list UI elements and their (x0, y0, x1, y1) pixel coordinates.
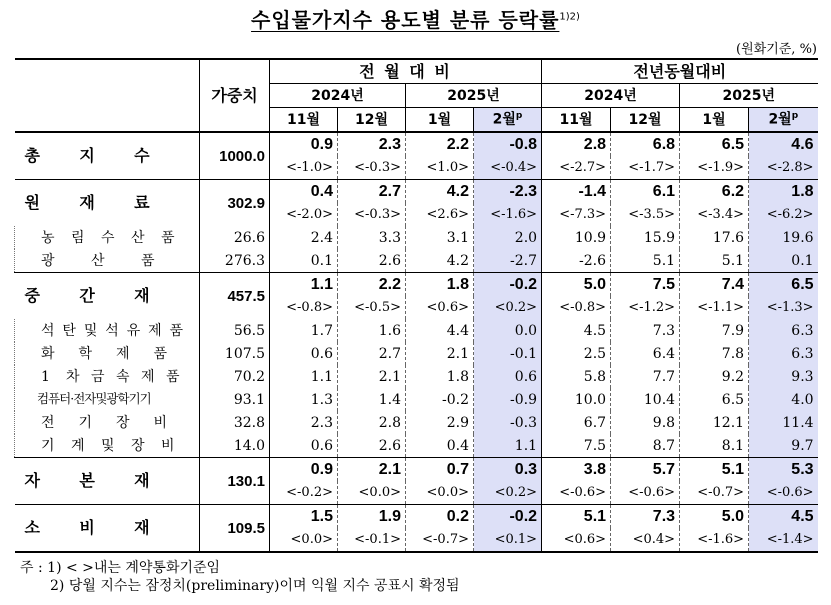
header-month (338, 108, 406, 133)
contract-currency-cell: <-2.7> (542, 156, 611, 180)
value-cell: 17.6 (680, 226, 749, 249)
contract-currency-cell: <-2.0> (270, 203, 338, 226)
value-cell: 8.1 (680, 434, 749, 458)
header-mom-2025: 2025년 (406, 84, 542, 108)
row-label-char: 제 (141, 368, 155, 385)
contract-currency-cell: <-3.4> (680, 203, 749, 226)
value-cell: 1.4 (338, 388, 406, 411)
row-label-char: 계 (71, 437, 85, 454)
weight-cell: 56.5 (200, 319, 270, 342)
row-label-char: 비 (79, 518, 95, 537)
value-cell: 1.1 (270, 273, 338, 297)
subcategory-name (15, 434, 200, 458)
category-name (15, 505, 200, 553)
prelim-mark: p (515, 111, 523, 122)
row-label-char: 장 (116, 414, 130, 431)
contract-currency-cell: <-0.1> (338, 528, 406, 552)
value-cell: 0.7 (406, 458, 474, 482)
value-cell: 6.2 (680, 180, 749, 204)
value-cell: 0.9 (270, 132, 338, 156)
header-month (680, 108, 749, 133)
value-cell: 11.4 (749, 411, 818, 434)
value-cell: 5.0 (542, 273, 611, 297)
value-cell: 2.3 (270, 411, 338, 434)
contract-currency-cell: <-3.5> (611, 203, 680, 226)
value-cell: 5.0 (680, 505, 749, 529)
value-cell: 6.7 (542, 411, 611, 434)
value-cell: 0.3 (474, 458, 542, 482)
row-label-char: 간 (79, 286, 95, 305)
row-label-char: 품 (169, 322, 184, 339)
row-label-char: 품 (141, 252, 155, 269)
value-cell: 2.3 (338, 132, 406, 156)
value-cell: -0.8 (474, 132, 542, 156)
value-cell: 2.7 (338, 342, 406, 365)
header-month (270, 108, 338, 133)
subcategory-name (15, 342, 200, 365)
notes-prefix: 주 : (20, 560, 43, 576)
value-cell: -2.7 (474, 249, 542, 273)
value-cell: 5.1 (542, 505, 611, 529)
header-month-label: 2월 (492, 111, 516, 128)
value-cell: 5.8 (542, 365, 611, 388)
value-cell: 8.7 (611, 434, 680, 458)
value-cell: 9.8 (611, 411, 680, 434)
subcategory-name (15, 226, 200, 249)
row-label-char: 제 (116, 345, 130, 362)
value-cell: 5.1 (611, 249, 680, 273)
contract-currency-cell: <0.2> (474, 481, 542, 505)
value-cell: 2.1 (338, 365, 406, 388)
value-cell: 6.3 (749, 319, 818, 342)
value-cell: 3.8 (542, 458, 611, 482)
row-label-char: 재 (134, 286, 150, 305)
weight-cell: 93.1 (200, 388, 270, 411)
category-name (15, 273, 200, 320)
row-label-char: 및 (101, 437, 115, 454)
value-cell: 0.1 (270, 249, 338, 273)
contract-currency-cell: <-0.8> (542, 296, 611, 319)
value-cell: 6.8 (611, 132, 680, 156)
value-cell: 1.8 (406, 365, 474, 388)
subcategory-name (15, 388, 200, 411)
value-cell: 2.6 (338, 434, 406, 458)
row-label-char: 비 (153, 414, 168, 431)
row-label-char: 지 (79, 146, 95, 165)
value-cell: 0.2 (406, 505, 474, 529)
contract-currency-cell: <-0.6> (749, 481, 818, 505)
header-yoy-2024: 2024년 (542, 84, 680, 108)
value-cell: 2.9 (406, 411, 474, 434)
row-label-char: 금 (91, 368, 105, 385)
value-cell: 3.1 (406, 226, 474, 249)
unit-label: (원화기준, %) (736, 42, 817, 57)
value-cell: 2.6 (338, 249, 406, 273)
value-cell: 19.6 (749, 226, 818, 249)
header-weight: 가중치 (200, 59, 270, 132)
row-label-char: 품 (153, 345, 168, 362)
category-name (15, 132, 200, 180)
header-month-label: 11월 (559, 111, 593, 128)
row-label-char: 재 (134, 518, 150, 537)
value-cell: 10.9 (542, 226, 611, 249)
contract-currency-cell: <2.6> (406, 203, 474, 226)
value-cell: 2.2 (406, 132, 474, 156)
row-label-char: 소 (24, 518, 40, 537)
value-cell: 4.5 (542, 319, 611, 342)
header-blank (15, 59, 200, 132)
value-cell: 1.3 (270, 388, 338, 411)
subcategory-name (15, 249, 200, 273)
value-cell: 1.5 (270, 505, 338, 529)
value-cell: -0.9 (474, 388, 542, 411)
header-month-label: 2월 (768, 111, 792, 128)
weight-cell: 1000.0 (200, 132, 270, 180)
header-yoy: 전년동월대비 (542, 59, 818, 84)
value-cell: -0.2 (474, 505, 542, 529)
row-label-char: 자 (24, 471, 40, 490)
contract-currency-cell: <1.0> (406, 156, 474, 180)
price-index-table (14, 58, 818, 553)
row-label-char: 원 (24, 193, 40, 212)
weight-cell: 276.3 (200, 249, 270, 273)
row-label-char: 산 (91, 252, 105, 269)
row-label-char: 제 (148, 322, 162, 339)
value-cell: 0.4 (406, 434, 474, 458)
value-cell: 5.1 (680, 458, 749, 482)
title-footnote-marks: 1)2) (559, 11, 580, 23)
value-cell: 1.7 (270, 319, 338, 342)
value-cell: -1.4 (542, 180, 611, 204)
subcategory-name (15, 365, 200, 388)
contract-currency-cell: <-1.3> (749, 296, 818, 319)
value-cell: 6.3 (749, 342, 818, 365)
value-cell: 12.1 (680, 411, 749, 434)
value-cell: 2.0 (474, 226, 542, 249)
row-label-char: 기 (78, 414, 93, 431)
value-cell: 7.3 (611, 505, 680, 529)
value-cell: 7.5 (611, 273, 680, 297)
value-cell: 0.6 (270, 342, 338, 365)
value-cell: 0.4 (270, 180, 338, 204)
value-cell: 4.4 (406, 319, 474, 342)
contract-currency-cell: <-1.7> (611, 156, 680, 180)
contract-currency-cell: <0.6> (406, 296, 474, 319)
row-label-char: 품 (161, 229, 175, 246)
row-label-char: 전 (41, 414, 55, 431)
contract-currency-cell: <0.2> (474, 296, 542, 319)
weight-cell: 302.9 (200, 180, 270, 227)
weight-cell: 32.8 (200, 411, 270, 434)
value-cell: 7.7 (611, 365, 680, 388)
value-cell: 2.5 (542, 342, 611, 365)
contract-currency-cell: <-1.2> (611, 296, 680, 319)
row-label-char: 석 (105, 322, 119, 339)
value-cell: 2.8 (542, 132, 611, 156)
row-label-char: 학 (78, 345, 93, 362)
note-1: 1) < >내는 계약통화기준임 (47, 560, 221, 576)
row-label-char: 림 (71, 229, 85, 246)
row-label-char: 기 (41, 437, 55, 454)
value-cell: 0.6 (474, 365, 542, 388)
contract-currency-cell: <-6.2> (749, 203, 818, 226)
value-cell: 3.3 (338, 226, 406, 249)
value-cell: 2.1 (406, 342, 474, 365)
header-mom-2024: 2024년 (270, 84, 406, 108)
value-cell: 7.5 (542, 434, 611, 458)
header-month-label: 12월 (628, 111, 662, 128)
contract-currency-cell: <-0.6> (542, 481, 611, 505)
value-cell: 4.0 (749, 388, 818, 411)
contract-currency-cell: <-0.7> (406, 528, 474, 552)
row-label-char: 광 (41, 252, 55, 269)
value-cell: 4.2 (406, 249, 474, 273)
contract-currency-cell: <-7.3> (542, 203, 611, 226)
header-month (749, 108, 818, 133)
contract-currency-cell: <-0.3> (338, 156, 406, 180)
prelim-mark: p (791, 111, 799, 122)
header-month (542, 108, 611, 133)
value-cell: 1.9 (338, 505, 406, 529)
value-cell: 2.8 (338, 411, 406, 434)
subcategory-name (15, 319, 200, 342)
row-label-char: 총 (24, 146, 40, 165)
value-cell: 6.5 (680, 388, 749, 411)
row-label-char: 장 (131, 437, 145, 454)
weight-cell: 130.1 (200, 458, 270, 505)
row-label-char: 농 (41, 229, 55, 246)
row-label-char: 재 (134, 471, 150, 490)
value-cell: 9.3 (749, 365, 818, 388)
header-yoy-2025: 2025년 (680, 84, 818, 108)
value-cell: -0.1 (474, 342, 542, 365)
value-cell: -0.2 (474, 273, 542, 297)
value-cell: 0.1 (749, 249, 818, 273)
header-month-label: 1월 (702, 111, 726, 128)
value-cell: 1.6 (338, 319, 406, 342)
contract-currency-cell: <0.4> (611, 528, 680, 552)
value-cell: -2.6 (542, 249, 611, 273)
contract-currency-cell: <-0.2> (270, 481, 338, 505)
row-label-char: 차 (66, 368, 80, 385)
contract-currency-cell: <0.0> (270, 528, 338, 552)
row-label-char: 비 (161, 437, 175, 454)
value-cell: 9.2 (680, 365, 749, 388)
value-cell: 7.9 (680, 319, 749, 342)
contract-currency-cell: <0.1> (474, 528, 542, 552)
contract-currency-cell: <0.0> (406, 481, 474, 505)
header-month-label: 1월 (427, 111, 452, 128)
contract-currency-cell: <-1.6> (474, 203, 542, 226)
value-cell: 2.1 (338, 458, 406, 482)
value-cell: 15.9 (611, 226, 680, 249)
header-mom: 전 월 대 비 (270, 59, 542, 84)
value-cell: -0.2 (406, 388, 474, 411)
category-name (15, 458, 200, 505)
contract-currency-cell: <0.6> (542, 528, 611, 552)
row-label-char: 재 (79, 193, 95, 212)
row-label-char: 석 (41, 322, 55, 339)
row-label-char: 유 (126, 322, 141, 339)
value-cell: 7.8 (680, 342, 749, 365)
value-cell: 1.1 (270, 365, 338, 388)
value-cell: 2.2 (338, 273, 406, 297)
header-month-label: 12월 (354, 111, 388, 128)
row-label-char: 산 (131, 229, 145, 246)
weight-cell: 107.5 (200, 342, 270, 365)
weight-cell: 109.5 (200, 505, 270, 553)
contract-currency-cell: <-0.5> (338, 296, 406, 319)
value-cell: 9.7 (749, 434, 818, 458)
row-label-char: 속 (116, 368, 130, 385)
header-month (611, 108, 680, 133)
row-label-char: 및 (83, 322, 98, 339)
value-cell: 6.4 (611, 342, 680, 365)
contract-currency-cell: <-1.4> (749, 528, 818, 552)
value-cell: 5.1 (680, 249, 749, 273)
weight-cell: 14.0 (200, 434, 270, 458)
contract-currency-cell: <-0.7> (680, 481, 749, 505)
note-2: 2) 당월 지수는 잠정치(preliminary)이며 익월 지수 공표시 확정됨 (50, 578, 460, 594)
value-cell: 7.4 (680, 273, 749, 297)
contract-currency-cell: <-0.4> (474, 156, 542, 180)
contract-currency-cell: <-1.0> (270, 156, 338, 180)
weight-cell: 26.6 (200, 226, 270, 249)
value-cell: 4.5 (749, 505, 818, 529)
weight-cell: 70.2 (200, 365, 270, 388)
value-cell: 10.0 (542, 388, 611, 411)
value-cell: 6.5 (749, 273, 818, 297)
value-cell: 5.3 (749, 458, 818, 482)
contract-currency-cell: <-0.6> (611, 481, 680, 505)
value-cell: 4.6 (749, 132, 818, 156)
category-name (15, 180, 200, 227)
value-cell: -2.3 (474, 180, 542, 204)
header-month (474, 108, 542, 133)
row-label-char: 료 (134, 193, 150, 212)
value-cell: 2.4 (270, 226, 338, 249)
value-cell: 1.1 (474, 434, 542, 458)
value-cell: 1.8 (406, 273, 474, 297)
value-cell: 4.2 (406, 180, 474, 204)
row-label-char: 수 (134, 146, 150, 165)
weight-cell: 457.5 (200, 273, 270, 320)
row-label-char: 컴퓨터·전자및광학기기 (37, 391, 151, 407)
row-label-char: 탄 (62, 322, 76, 339)
value-cell: 10.4 (611, 388, 680, 411)
value-cell: 7.3 (611, 319, 680, 342)
contract-currency-cell: <-1.9> (680, 156, 749, 180)
table-title (0, 4, 831, 33)
contract-currency-cell: <-1.1> (680, 296, 749, 319)
header-month-label: 11월 (286, 111, 320, 128)
contract-currency-cell: <-0.3> (338, 203, 406, 226)
row-label-char: 화 (41, 345, 55, 362)
value-cell: 1.8 (749, 180, 818, 204)
value-cell: -0.3 (474, 411, 542, 434)
value-cell: 0.0 (474, 319, 542, 342)
row-label-char: 중 (24, 286, 40, 305)
contract-currency-cell: <-1.6> (680, 528, 749, 552)
subcategory-name (15, 411, 200, 434)
contract-currency-cell: <-0.8> (270, 296, 338, 319)
value-cell: 6.1 (611, 180, 680, 204)
value-cell: 0.9 (270, 458, 338, 482)
value-cell: 0.6 (270, 434, 338, 458)
row-label-char: 1 (41, 368, 50, 385)
value-cell: 5.7 (611, 458, 680, 482)
header-month (406, 108, 474, 133)
contract-currency-cell: <0.0> (338, 481, 406, 505)
value-cell: 6.5 (680, 132, 749, 156)
footnotes (20, 560, 460, 605)
title-text: 수입물가지수 용도별 분류 등락률 (251, 8, 560, 32)
row-label-char: 수 (101, 229, 115, 246)
row-label-char: 품 (166, 368, 180, 385)
contract-currency-cell: <-2.8> (749, 156, 818, 180)
value-cell: 2.7 (338, 180, 406, 204)
row-label-char: 본 (79, 471, 95, 490)
